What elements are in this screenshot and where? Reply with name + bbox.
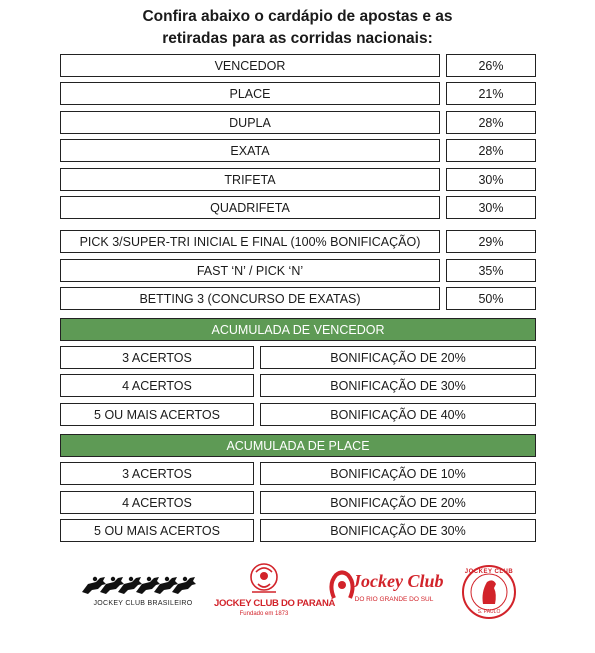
- bet-name: QUADRIFETA: [60, 196, 440, 219]
- bet-name: BETTING 3 (CONCURSO DE EXATAS): [60, 287, 440, 310]
- accum-bonus: BONIFICAÇÃO DE 10%: [260, 462, 536, 485]
- title-line-2: retiradas para as corridas nacionais:: [162, 30, 433, 47]
- bet-name: PLACE: [60, 82, 440, 105]
- bet-value: 30%: [446, 196, 536, 219]
- bet-name: PICK 3/SUPER-TRI INICIAL E FINAL (100% BONIFICAÇÃO): [60, 230, 440, 253]
- logo-rgs-text: Jockey Club: [352, 571, 444, 591]
- bet-value: 30%: [446, 168, 536, 191]
- bet-value: 26%: [446, 54, 536, 77]
- jockey-club-brasileiro-logo: [78, 572, 208, 612]
- accum-hits: 4 ACERTOS: [60, 491, 254, 514]
- jockey-club-rgs-logo: [328, 570, 444, 610]
- bet-value: 21%: [446, 82, 536, 105]
- bet-value: 35%: [446, 259, 536, 282]
- bet-name: VENCEDOR: [60, 54, 440, 77]
- bet-name: DUPLA: [60, 111, 440, 134]
- logo-parana-text: JOCKEY CLUB DO PARANÁ: [214, 598, 336, 609]
- logo-parana-subtext: Fundado em 1873: [239, 611, 289, 617]
- bet-name: EXATA: [60, 139, 440, 162]
- bet-value: 28%: [446, 111, 536, 134]
- jockey-club-sp-logo: [461, 564, 517, 624]
- logo-sp-subtext: S. PAULO: [477, 609, 501, 615]
- jockey-club-parana-logo: [214, 562, 336, 622]
- accum-hits: 5 OU MAIS ACERTOS: [60, 519, 254, 542]
- accum-bonus: BONIFICAÇÃO DE 20%: [260, 346, 536, 369]
- bet-name: FAST ‘N’ / PICK ‘N’: [60, 259, 440, 282]
- horses-icon: [78, 572, 208, 598]
- accum-bonus: BONIFICAÇÃO DE 40%: [260, 403, 536, 426]
- jockey-head-icon: [214, 562, 314, 596]
- page-title: [0, 6, 595, 50]
- bet-value: 50%: [446, 287, 536, 310]
- accum-bonus: BONIFICAÇÃO DE 20%: [260, 491, 536, 514]
- bet-value: 28%: [446, 139, 536, 162]
- logo-sp-ring-text: JOCKEY CLUB: [464, 569, 514, 575]
- accum-hits: 5 OU MAIS ACERTOS: [60, 403, 254, 426]
- logo-brasileiro-text: JOCKEY CLUB BRASILEIRO: [93, 600, 193, 607]
- bet-value: 29%: [446, 230, 536, 253]
- accum-hits: 3 ACERTOS: [60, 346, 254, 369]
- logo-rgs-subtext: DO RIO GRANDE DO SUL: [354, 596, 434, 603]
- accum-place-header: ACUMULADA DE PLACE: [60, 434, 536, 457]
- accum-bonus: BONIFICAÇÃO DE 30%: [260, 374, 536, 397]
- accum-winner-header: ACUMULADA DE VENCEDOR: [60, 318, 536, 341]
- accum-bonus: BONIFICAÇÃO DE 30%: [260, 519, 536, 542]
- accum-hits: 4 ACERTOS: [60, 374, 254, 397]
- title-line-1: Confira abaixo o cardápio de apostas e as: [142, 8, 453, 25]
- bet-name: TRIFETA: [60, 168, 440, 191]
- accum-hits: 3 ACERTOS: [60, 462, 254, 485]
